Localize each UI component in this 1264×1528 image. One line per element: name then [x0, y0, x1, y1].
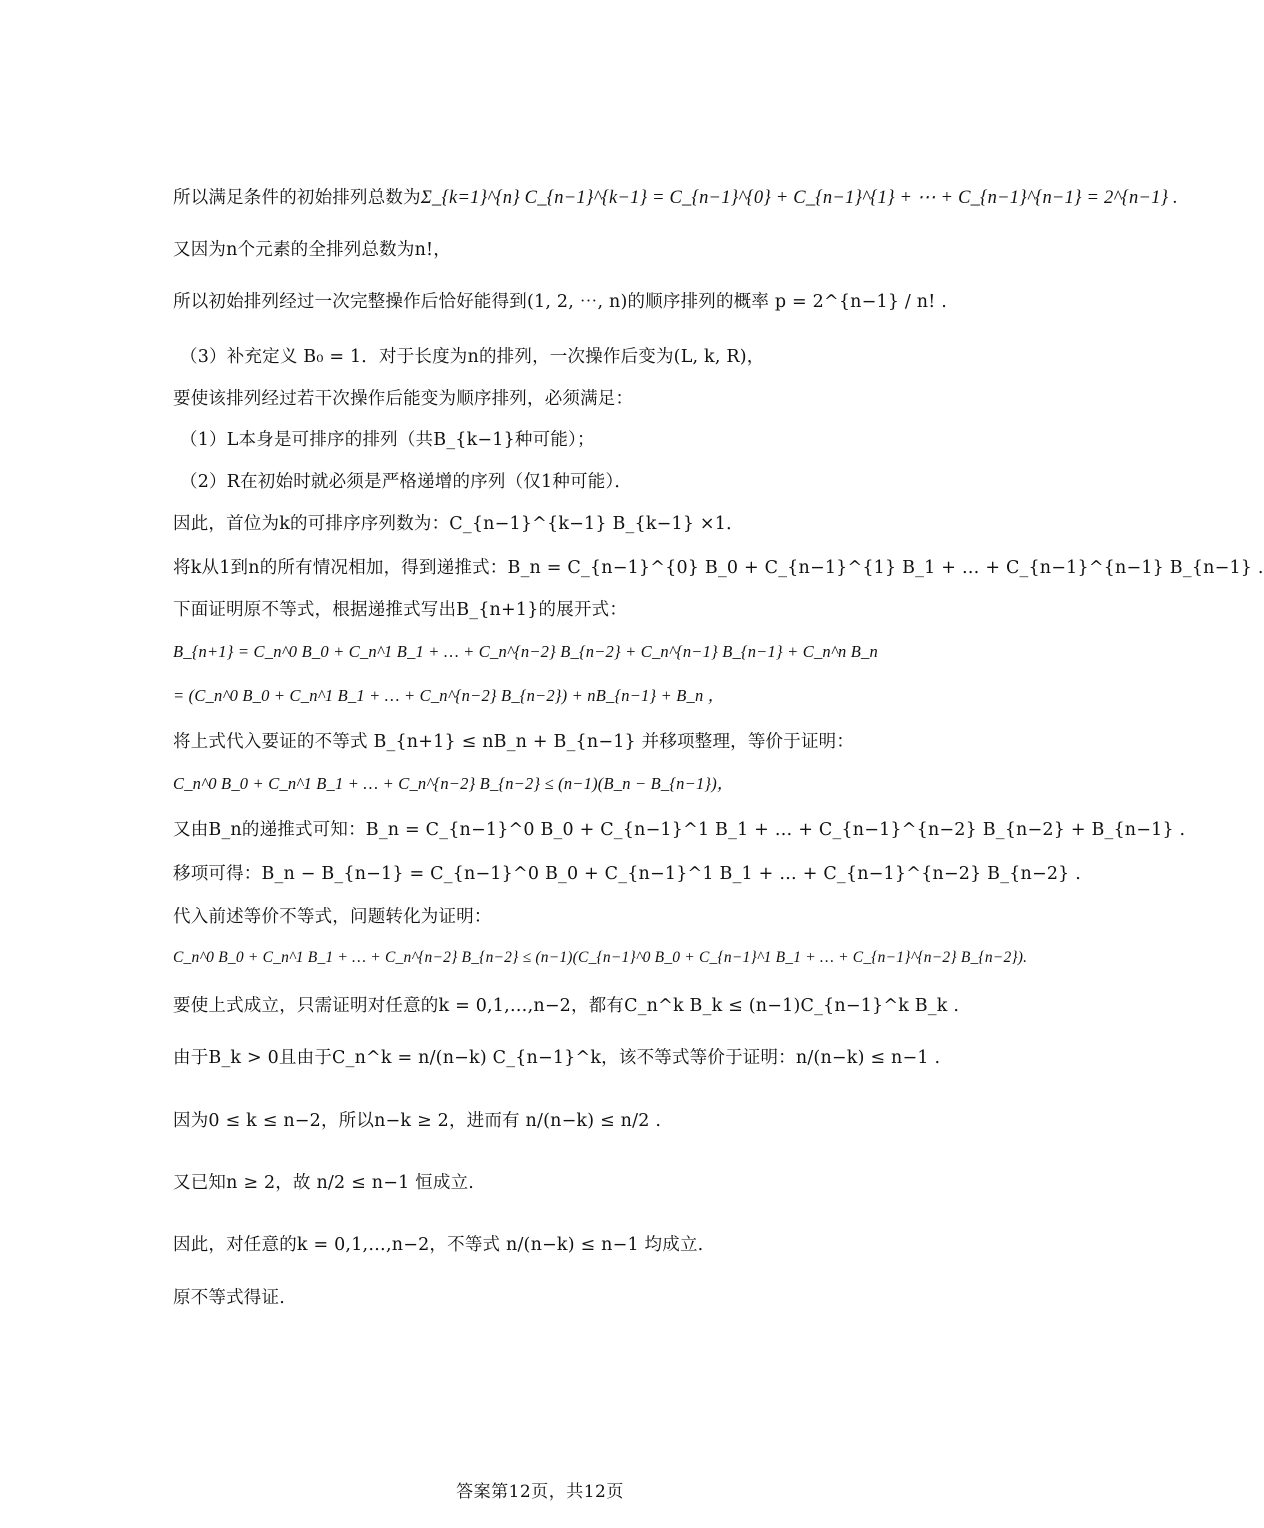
text-line-22: 又已知n ≥ 2，故 n/2 ≤ n−1 恒成立.: [173, 1173, 475, 1193]
text-line-02: 又因为n个元素的全排列总数为n!，: [173, 240, 451, 260]
text-line-03: 所以初始排列经过一次完整操作后恰好能得到(1, 2, ⋯, n)的顺序排列的概率 p = 2^{n−1} / n! .: [173, 292, 948, 312]
text-line-05: 要使该排列经过若干次操作后能变为顺序排列，必须满足：: [173, 389, 634, 409]
text-line-23: 因此，对任意的k = 0,1,…,n−2，不等式 n/(n−k) ≤ n−1 均成立.: [173, 1235, 704, 1255]
text-line-13: 将上式代入要证的不等式 B_{n+1} ≤ nB_n + B_{n−1} 并移项整理，等价于证明：: [173, 732, 855, 752]
math-line-14: C_n^0 B_0 + C_n^1 B_1 + … + C_n^{n−2} B_{n−2} ≤ (n−1)(B_n − B_{n−1})，: [173, 774, 734, 793]
text-line-24: 原不等式得证.: [173, 1288, 285, 1308]
text-line-15: 又由B_n的递推式可知：B_n = C_{n−1}^0 B_0 + C_{n−1}^1 B_1 + … + C_{n−1}^{n−2} B_{n−2} + B_{n−1} .: [173, 820, 1186, 840]
text-line-21: 因为0 ≤ k ≤ n−2，所以n−k ≥ 2，进而有 n/(n−k) ≤ n/2 .: [173, 1111, 662, 1131]
math-line-12: = (C_n^0 B_0 + C_n^1 B_1 + … + C_n^{n−2} B_{n−2}) + nB_{n−1} + B_n ，: [173, 686, 725, 705]
text-line-07: （2）R在初始时就必须是严格递增的序列（仅1种可能）．: [180, 472, 633, 492]
text-line-10: 下面证明原不等式，根据递推式写出B_{n+1}的展开式：: [173, 600, 628, 620]
text-line-16: 移项可得：B_n − B_{n−1} = C_{n−1}^0 B_0 + C_{n−1}^1 B_1 + … + C_{n−1}^{n−2} B_{n−2} .: [173, 864, 1082, 884]
text-line-20: 由于B_k > 0且由于C_n^k = n/(n−k) C_{n−1}^k，该不等式等价于证明：n/(n−k) ≤ n−1 .: [173, 1048, 941, 1068]
text-line-01: 所以满足条件的初始排列总数为Σ_{k=1}^{n} C_{n−1}^{k−1} = C_{n−1}^{0} + C_{n−1}^{1} + ⋯ + C_{n−1}^{n−1} = 2^{n−1} .: [173, 188, 1178, 208]
text-line-19: 要使上式成立，只需证明对任意的k = 0,1,…,n−2，都有C_n^k B_k ≤ (n−1)C_{n−1}^k B_k .: [173, 996, 960, 1016]
text-line-17: 代入前述等价不等式，问题转化为证明：: [173, 907, 492, 927]
math-line-11: B_{n+1} = C_n^0 B_0 + C_n^1 B_1 + … + C_n^{n−2} B_{n−2} + C_n^{n−1} B_{n−1} + C_n^n B_n: [173, 642, 878, 661]
page-footer: 答案第12页，共12页: [456, 1482, 624, 1502]
text-line-06: （1）L本身是可排序的排列（共B_{k−1}种可能）；: [180, 430, 595, 450]
text-line-09: 将k从1到n的所有情况相加，得到递推式：B_n = C_{n−1}^{0} B_0 + C_{n−1}^{1} B_1 + … + C_{n−1}^{n−1} B_{n−1} .: [173, 558, 1264, 578]
text-line-08: 因此，首位为k的可排序序列数为：C_{n−1}^{k−1} B_{k−1} ×1．: [173, 514, 744, 534]
text-line-04: （3）补充定义 B₀ = 1．对于长度为n的排列，一次操作后变为(L, k, R)，: [180, 347, 765, 367]
math-line-18: C_n^0 B_0 + C_n^1 B_1 + … + C_n^{n−2} B_{n−2} ≤ (n−1)(C_{n−1}^0 B_0 + C_{n−1}^1 B_1 + … + C_{n−1}^{n−2} B_{n−2}).: [173, 949, 1028, 966]
math-sum-binomial: Σ_{k=1}^{n} C_{n−1}^{k−1} = C_{n−1}^{0} + C_{n−1}^{1} + ⋯ + C_{n−1}^{n−1} = 2^{n−1} .: [420, 188, 1178, 208]
